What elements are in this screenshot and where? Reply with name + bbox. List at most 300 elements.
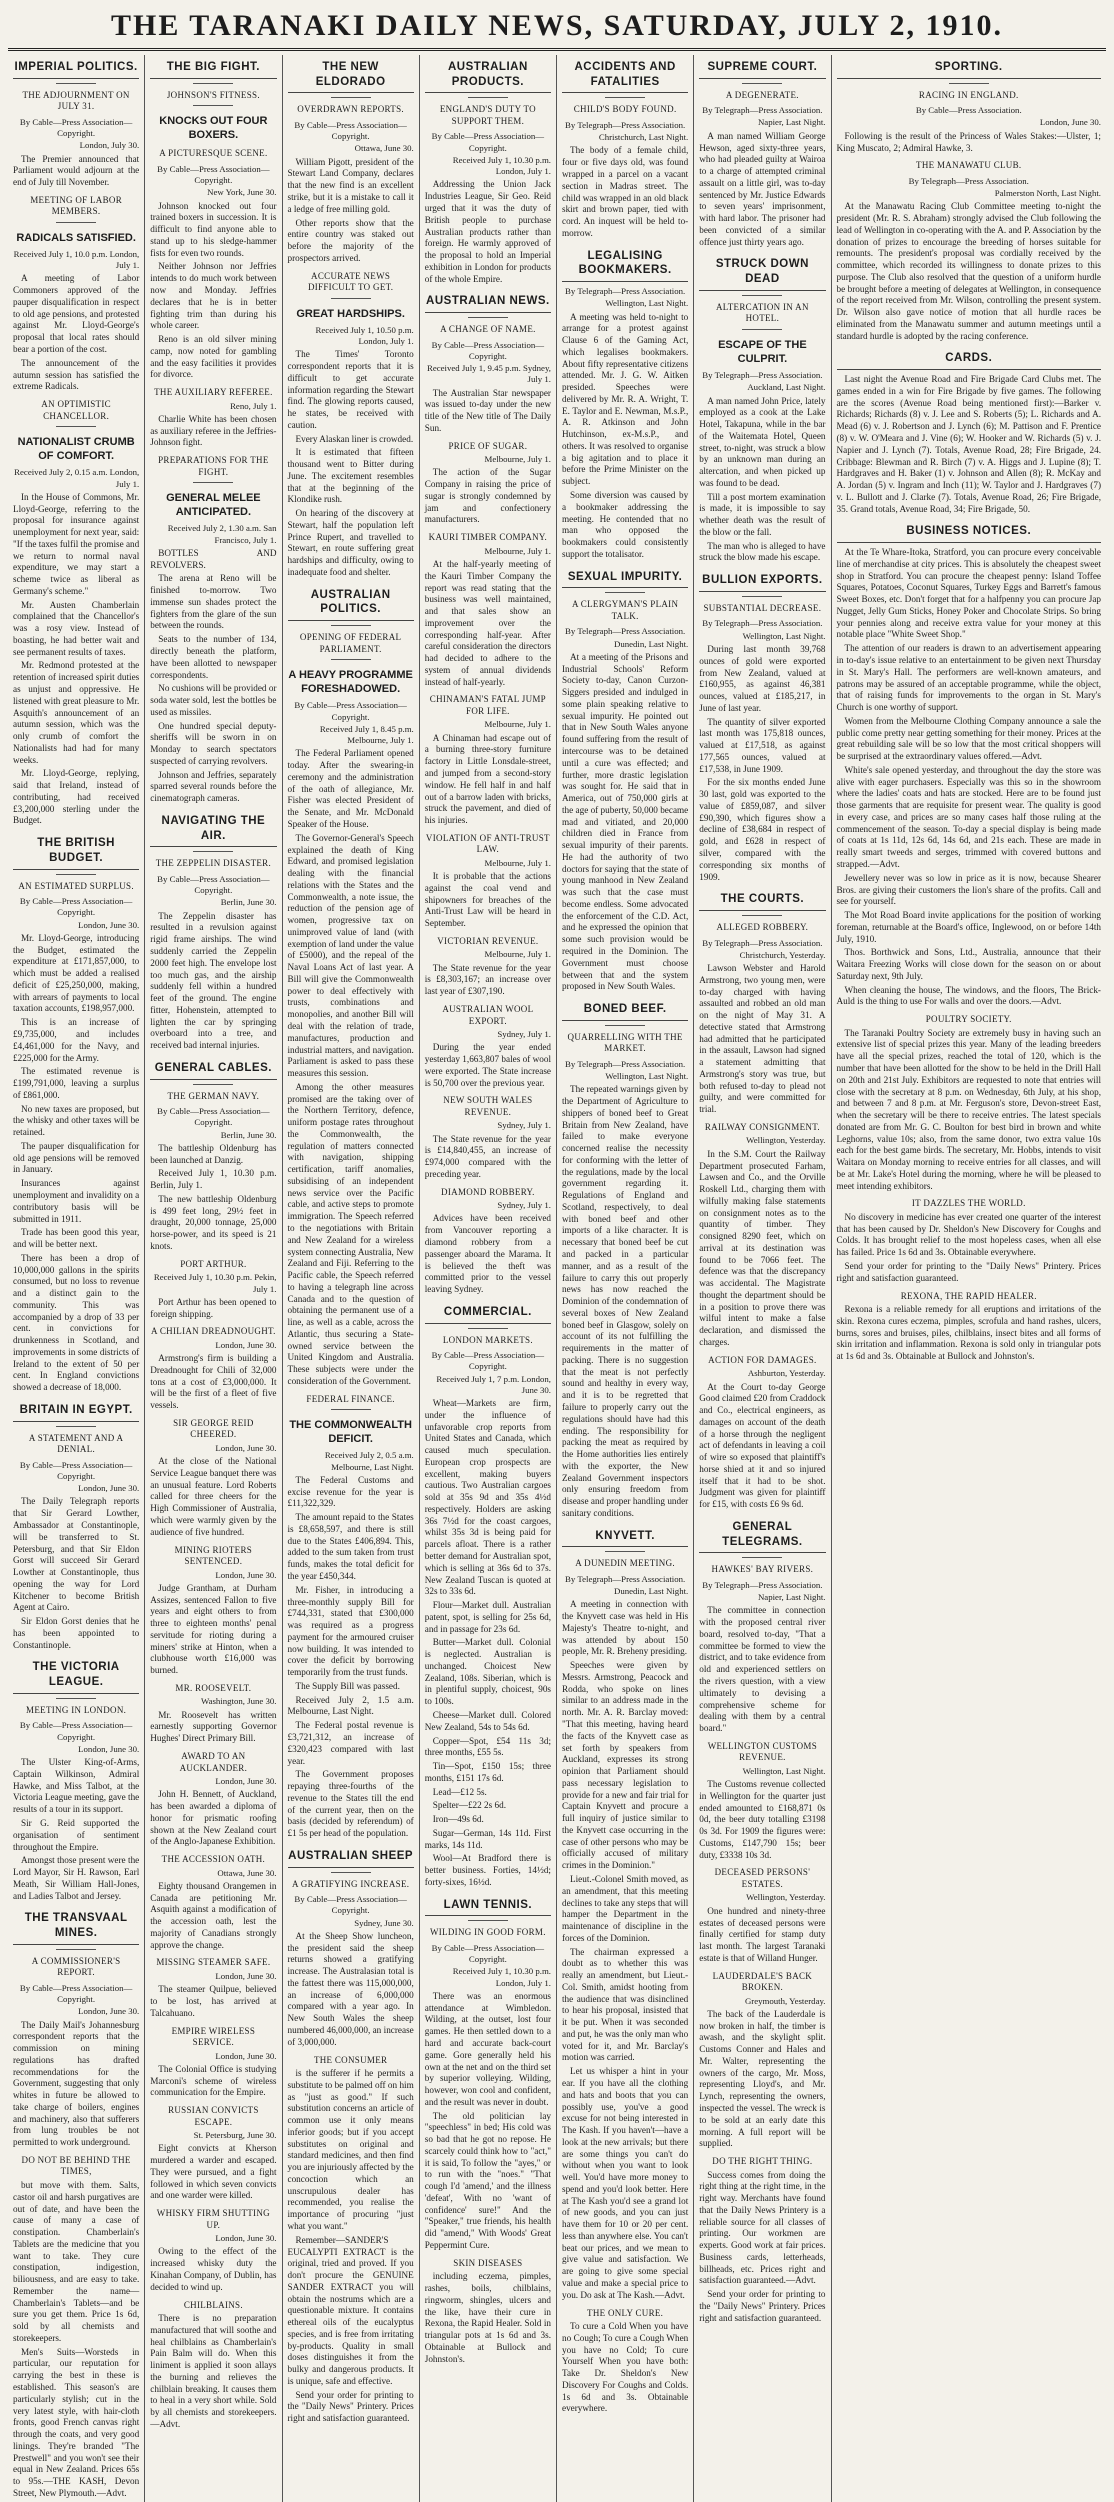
section-heading: BRITAIN IN EGYPT. — [13, 1400, 139, 1422]
divider — [331, 298, 371, 299]
dateline: London, June 30. — [215, 1970, 277, 1981]
column-6 — [694, 55, 831, 2502]
paragraph: The body of a female child, four or five days old, was found wrapped in a parcel on a vacant section in Madras street. The child was wrapped in an old black skirt and brown paper, tied with cord. An inquest will be held to-morrow. — [562, 145, 689, 238]
paragraph: During last month 39,768 ounces of gold were exported from New Zealand, valued at £160,955, as against 46,381 ounces, valued at £185,217, in June of last year. — [699, 643, 826, 713]
byline: By Cable—Press Association—Copyright. — [294, 119, 407, 142]
paragraph: Mr. Roosevelt has written earnestly supporting Governor Hughes' Direct Primary Bill. — [150, 1709, 277, 1744]
divider — [331, 97, 371, 98]
paragraph: Wool—At Bradford there is better business. Forties, 14½d; forty-sixes, 16½d. — [424, 1853, 551, 1887]
section-heading: ACCIDENTS AND FATALITIES — [562, 57, 688, 93]
article — [837, 57, 1102, 154]
dateline: Dunedin, Last Night. — [613, 638, 689, 649]
article-subhead: SIR GEORGE REID CHEERED. — [173, 1417, 254, 1440]
paragraph: The Federal Parliament opened today. After the swearing-in ceremony and the administration of the oath of allegiance, Mr. Fisher was elected President of the Senate, and Mr. McDonald Speaker of the House. — [287, 748, 414, 829]
divider — [56, 874, 96, 875]
article — [837, 160, 1102, 342]
paragraph: Among the other measures promised are the taking over of the Northern Territory, defence, uniform postage rates throughout the Commonwealth, the regulation of matters connected with navigation, shipping certification, tariff anomalies, subsidising of an independent news service over the Pacific cable, and active steps to promote immigration. The Speech referred to the negotiations with Britain and New Zealand for a wireless system connecting Australia, New Zealand and Fiji. Referring to the Pacific cable, the Speech referred to having a telegraph line across Canada and to the question of obtaining the permanent use of a line, as well as a cable, across the Atlantic, thus securing a State-owned service between the United Kingdom and Australia. These subjects were under the consideration of the Government. — [287, 1081, 414, 1386]
dateline: London, June 30. — [215, 1442, 277, 1453]
dateline: London, June 30. — [78, 1483, 140, 1494]
article-title: ESCAPE OF THE CULPRIT. — [718, 338, 807, 365]
paragraph: The announcement of the autumn session has satisfied the extreme Radicals. — [13, 357, 140, 392]
paragraph: There has been a drop of 10,000,000 gallons in the spirits consumed, but no loss to revenue and a distinct gain to the community. This was accompanied by a drop of 33 per cent. in convictions for drunkenness in Scotland, and improvements in some districts of Ireland to the extent of 50 per cent. In England convictions showed a decrease of 18,000. — [13, 1252, 140, 1393]
article — [150, 1854, 276, 1951]
dateline: Melbourne, July 1. — [484, 545, 551, 556]
paragraph: At the Te Whare-Itoka, Stratford, you can procure every conceivable line of merchandise at city prices. This is absolutely the cheapest sweet shop in Stratford. You can procure the cheapest penny: Island Toffee Squares, Potatoes, Coconut Squares, Turkey Eggs and Barrett's famous Sweet Boxes, etc. Don't forget that for a halfpenny you can procure Jap Nugget, Jelly Gum Sticks, Honey Poker and Chocolate Strips. So bring your pennies along and receive extra value for your money at this notable place "White Sweet Shop." — [836, 547, 1101, 640]
article-subhead: THE ZEPPELIN DISASTER. — [155, 858, 272, 869]
article-title: A HEAVY PROGRAMME FORESHADOWED. — [288, 669, 413, 696]
paragraph: Following is the result of the Princess of Wales Stakes:—Ulster, 1; King Muscato, 2; Admiral Hawke, 3. — [836, 130, 1101, 153]
paragraph: There is no preparation manufactured that will soothe and heal chilblains as Chamberlain's Pain Balm will do. When this liniment is applied it soon allays the burning and relieves the chilblain breaking. It causes them to heal in a very short while. Sold by all chemists and storekeepers.—Advt. — [150, 2313, 277, 2429]
article-subhead: FEDERAL FINANCE. — [306, 1393, 395, 1404]
paragraph: The pauper disqualification for old age pensions will be removed in January. — [13, 1140, 140, 1175]
article — [425, 2111, 551, 2252]
article-subhead: A PICTURESQUE SCENE. — [159, 148, 268, 159]
article-subhead: WHISKY FIRM SHUTTING UP. — [156, 2208, 270, 2230]
article — [288, 1846, 414, 2049]
article-subhead: AN ESTIMATED SURPLUS. — [18, 880, 134, 891]
divider — [56, 83, 96, 84]
article — [13, 1908, 139, 2149]
paragraph: Send your order for printing to the "Daily News" Printery. Prices right and satisfaction guaranteed. — [287, 2389, 414, 2424]
article — [13, 399, 139, 827]
dateline: Sydney, July 1. — [497, 1029, 551, 1040]
columns — [8, 55, 1106, 2498]
article-subhead: ACTION FOR DAMAGES. — [708, 1354, 817, 1365]
dateline: Wellington, Last Night. — [742, 630, 826, 641]
paragraph: At a meeting of the Prisons and Industrial Schools' Reform Society to-day, Canon Curzon-Siggers presided and indulged in some plain speaking relative to sexual impurity. He pointed out that in New South Wales anyone found suffering from the result of intercourse was to be detained until a cure was effected; and further, more drastic legislation was sought for. He said that in America, out of 750,000 girls at the age of puberty, 50,000 became mad and vitiated, and 20,000 children died in France from sexual impurity of their parents. He had the authority of two doctors for saying that the state of young manhood in New Zealand was such that the case must become endless. Some advocated the enforcement of the C.D. Act, and he expressed the opinion that some such provision would be required in the Dominion. The Government must choose between that and the system proposed in New South Wales. — [562, 651, 689, 992]
section-heading: BONED BEEF. — [562, 999, 688, 1021]
article — [837, 1014, 1102, 1192]
article — [699, 2156, 825, 2324]
paragraph: The battleship Oldenburg has been launched at Danzig. — [150, 1142, 277, 1165]
paragraph: Charlie White has been chosen as auxiliary referee in the Jeffries-Johnson fight. — [150, 413, 277, 448]
article-subhead: DECEASED PERSONS' ESTATES. — [714, 1867, 811, 1889]
article-subhead: OPENING OF FEDERAL PARLIAMENT. — [299, 632, 402, 654]
paragraph: The steamer Quilpue, believed to be lost, has arrived at Talcahuano. — [150, 1984, 277, 2018]
article — [150, 1957, 276, 2019]
dateline: Napier, Last Night. — [757, 117, 826, 128]
article-subhead: SUBSTANTIAL DECREASE. — [703, 602, 822, 613]
dateline: Received July 1, 9.45 p.m. Sydney, July 1. — [426, 363, 551, 385]
byline: By Cable—Press Association—Copyright. — [19, 1982, 133, 2005]
section-heading: AUSTRALIAN SHEEP — [288, 1846, 414, 1868]
article — [425, 1302, 551, 1889]
paragraph: Sugar—German, 14s 11d. First marks, 14s 11d. — [424, 1827, 551, 1850]
article — [13, 1400, 139, 1651]
article-subhead: RAILWAY CONSIGNMENT. — [704, 1121, 820, 1132]
byline: By Telegraph—Press Association. — [565, 626, 686, 637]
paragraph: William Pigott, president of the Stewart Land Company, declares that the new find is an excellent strike, but it is a mistake to call it a ledge of free milling gold. — [287, 156, 414, 214]
article — [150, 2208, 276, 2293]
dateline: Received July 1, 10.30 p.m. London, July 1. — [452, 154, 551, 177]
paragraph: Success comes from doing the right thing at the right time, in the right way. Merchants have found that the Daily News Printery is a reliable source for all classes of printing. Our workmen are experts. Good work at fair prices. Business cards, letterheads, billheads, etc. Prices right and satisfaction guaranteed.—Advt. — [699, 2169, 826, 2286]
article-subhead: MINING RIOTERS SENTENCED. — [174, 1544, 253, 1567]
paragraph: Other reports show that the entire country was staked out before the majority of the prospectors arrived. — [287, 217, 414, 263]
dateline: Wellington, Last Night. — [605, 298, 689, 309]
paragraph: The estimated revenue is £199,791,000, leaving a surplus of £861,000. — [13, 1066, 140, 1100]
article — [425, 1004, 551, 1089]
article — [562, 246, 688, 561]
article-title: NATIONALIST CRUMB OF COMFORT. — [17, 436, 135, 463]
paragraph: Lead—£12 5s. — [432, 1786, 487, 1797]
paragraph: Amongst those present were the Lord Mayor, Sir H. Rawson, Earl Meath, Sir William Hall-Jones, and Ladies Talbot and Jersey. — [13, 1855, 140, 1901]
paragraph: It is estimated that fifteen thousand went to Bitter during June. The excitement resembles that at the beginning of the Klondike rush. — [287, 447, 414, 505]
paragraph: Women from the Melbourne Clothing Company announce a sale the public come pretty near getting something for their money. Prices at the great rebuilding sale will be so low that the most critical shoppers will be surprised at the extraordinary values offered.—Advt. — [836, 715, 1101, 762]
byline: By Cable—Press Association—Copyright. — [19, 1720, 133, 1742]
section-heading: IMPERIAL POLITICS. — [13, 57, 139, 79]
article — [288, 271, 414, 579]
section-heading: SPORTING. — [837, 57, 1102, 79]
dateline: Received July 2, 1.30 a.m. San Francisco, July 1. — [167, 523, 277, 545]
section-heading: AUSTRALIAN NEWS. — [425, 291, 551, 313]
paragraph: The Mot Road Board invite applications for the position of working foreman, returnable at the Board's office, Inglewood, on or before 14th July, 1910. — [836, 910, 1101, 944]
byline: By Cable—Press Association—Copyright. — [431, 339, 545, 361]
dateline: Received July 1, 8.45 p.m. Melbourne, July 1. — [319, 723, 414, 746]
article — [699, 1867, 825, 1964]
paragraph: Advices have been received from Vancouver reporting a diamond robbery from a passenger aboard the Marama. It is believed the theft was committed prior to the vessel leaving Sydney. — [424, 1213, 551, 1295]
paragraph: Port Arthur has been opened to foreign shipping. — [150, 1296, 277, 1319]
section-heading: THE NEW ELDORADO — [288, 57, 414, 93]
article-title: GREAT HARDSHIPS. — [296, 307, 405, 320]
dateline: Dunedin, Last Night. — [613, 1586, 689, 1597]
article — [288, 1394, 414, 1840]
article — [150, 455, 276, 805]
paragraph: At the half-yearly meeting of the Kauri Timber Company the report was read stating that the business was well maintained, and that sales show an improvement over the corresponding half-year. After careful consideration the directors had decided to adhere to the system of annual dividends instead of half-yearly. — [424, 559, 551, 687]
paragraph: Let us whisper a hint in your ear. If you have all the clothing and hats and boots that you can possibly use, you've a good excuse for not being interested in The Kash. If you haven't—have a look at the new arrivals; but there are some things you can't do without when you want to look well. You'd have more money to spend and you'd look better. Here at The Kash you'd see a grand lot of new goods, and you can just have them for 10 or 20 per cent. less than anywhere else. You can't beat our prices, and we mean to give value and satisfaction. We are going to give some special value and make a special price to you. Do ask at The Kash.—Advt. — [562, 2066, 689, 2300]
paragraph: In the House of Commons, Mr. Lloyd-George, referring to the proposal for insurance against unemployment for next year, said: "If the taxes fulfil the promise and we return to normal naval expenditure, we may start a scheme twice as liberal as Germany's scheme." — [13, 491, 140, 596]
paragraph: This is an increase of £9,735,000, and includes £4,461,000 for the Navy, and £225,000 for the Army. — [13, 1017, 140, 1063]
article-title: GENERAL MELEE ANTICIPATED. — [166, 492, 261, 519]
paragraph: Men's Suits—Worsteds in particular, our reputation for carrying the best in these is established. This season's are particularly stylish; cut in the very latest style, with hair-cloth fronts, good French canvas right through the coats, and very good linings. They're branded "The Prestwell" and you won't see their equal in New Zealand. Prices 65s to 95s.—THE KASH, Devon Street, New Plymouth.—Advt. — [13, 2346, 140, 2498]
paragraph: The Colonial Office is studying Marconi's scheme of wireless communication for the Empire. — [150, 2063, 277, 2098]
section-heading: NAVIGATING THE AIR. — [150, 811, 276, 847]
dateline: Sydney, June 30. — [354, 1917, 414, 1928]
byline: By Telegraph—Press Association. — [565, 1573, 686, 1584]
article — [699, 1122, 825, 1349]
dateline: Reno, July 1. — [230, 400, 277, 411]
divider — [468, 317, 508, 318]
paragraph: The arena at Reno will be finished to-morrow. Two immense sun shades protect the fighters from the glare of the sun between the rounds. — [150, 573, 277, 631]
article-subhead: LAUDERDALE'S BACK BROKEN. — [712, 1970, 813, 1993]
divider — [331, 625, 371, 626]
dateline: Wellington, Last Night. — [605, 1071, 689, 1082]
dateline: Christchurch, Last Night. — [598, 132, 689, 143]
article — [425, 2258, 551, 2366]
article-subhead: LONDON MARKETS. — [442, 1334, 533, 1345]
paragraph: but move with them. Salts, castor oil and harsh purgatives are out of date, and have been the cause of many a case of constipation. Chamberlain's Tablets are the medicine that you want to take. They cure constipation, indigestion, biliousness, and are easy to take. Remember the name—Chamberlain's Tablets—and be sure you get them. Price 1s 6d, sold by all chemists and storekeepers. — [13, 2180, 140, 2343]
article — [288, 585, 414, 1388]
section-heading: GENERAL TELEGRAMS. — [699, 1517, 825, 1553]
article — [425, 57, 551, 285]
paragraph: At the Manawatu Racing Club Committee meeting to-night the president (Mr. R. S. Abraham) strongly advised the Club following the lead of Wellington in co-operating with the A. and P. Association by the donation of prizes to encourage the breeding of horses suitable for remounts. The president's proposal was cordially received by the committee, which recorded its willingness to donate prizes to this purpose. The Club also resolved that the question of a uniform hurdle be brought before a meeting of delegates at Wellington, in consequence of the report received from Mr. Wilson, controlling the present system. Dr. Wilson also gave notice of motion that all hurdle races be eliminated from the Manawatu summer and autumn meetings until a standard hurdle is adopted by the racing conference. — [836, 201, 1101, 341]
section-heading: AUSTRALIAN POLITICS. — [288, 585, 414, 621]
article — [699, 1517, 825, 1735]
paragraph: The State revenue for the year is £14,840,455, an increase of £974,000 compared with the preceding year. — [424, 1133, 551, 1179]
article — [150, 57, 276, 142]
article-subhead: DO THE RIGHT THING. — [712, 2156, 813, 2167]
divider — [742, 915, 782, 916]
dateline: Christchurch, Yesterday. — [739, 949, 826, 960]
paragraph: Jewellery never was so low in price as it is now, because Shearer Bros. are giving their customers the lion's share of the profits. Call and see for yourself. — [836, 872, 1101, 907]
dateline: Ottawa, June 30. — [217, 1867, 277, 1878]
paragraph: Tin—Spot, £150 15s; three months, £151 17s 6d. — [424, 1761, 551, 1783]
dateline: London, June 30. — [1039, 117, 1101, 128]
paragraph: The Daily Mail's Johannesburg correspondent reports that the commission on mining regulations has drafted recommendations for the Government, suggesting that only whites in future be allowed to take charge of boilers, engines and machinery, also that sufferers from lung troubles be not permitted to work underground. — [13, 2019, 140, 2148]
divider — [605, 592, 645, 593]
paragraph: Thos. Borthwick and Sons, Ltd., Australia, announce that their Waitara Freezing Works will close down for the season on or about Saturday next, 9th July. — [836, 947, 1101, 981]
article-subhead: THE ADJOURNMENT ON JULY 31. — [22, 89, 130, 112]
paragraph: There was an enormous attendance at Wimbledon. Wilding, at the outset, lost four games. He then settled down to a hard and accurate back-court game. Gore generally held his own at the net and on the third set by superior volleying. Wilding, however, won cool and confident, and the result was never in doubt. — [424, 1990, 551, 2107]
paragraph: is the sufferer if he permits a substitute to be palmed off on him as "just as good." If such substitution concerns an article of common use it only means inferior goods; but if you accept substitutes on original and standard medicines, and then find you are injuriously affected by the concoction which an unscrupulous dealer has recommended, you realise the importance of procuring "just what you want." — [287, 2068, 414, 2231]
byline: By Telegraph—Press Association. — [908, 175, 1029, 186]
divider — [468, 1920, 508, 1921]
article-subhead: MEETING OF LABOR MEMBERS. — [30, 194, 123, 217]
byline: By Cable—Press Association—Copyright. — [294, 1894, 407, 1916]
divider — [56, 222, 96, 223]
divider — [468, 97, 508, 98]
dateline: Received July 2, 0.15 a.m. London, July 1. — [14, 467, 140, 489]
paragraph: Spelter—£22 2s 6d. — [432, 1800, 506, 1811]
dateline: Melbourne, July 1. — [484, 719, 551, 730]
article-title: KNOCKS OUT FOUR BOXERS. — [159, 115, 268, 142]
article-subhead: PRICE OF SUGAR. — [448, 440, 528, 451]
paragraph: A Chinaman had escape out of a burning three-story furniture factory in Little Lonsdale-street, and jumped from a second-story window. He fell half in and half out of a barrow laden with bricks, struck the pavement, and died of his injuries. — [424, 732, 551, 826]
article-subhead: THE MANAWATU CLUB. — [916, 160, 1022, 171]
masthead-title: THE TARANAKI DAILY NEWS, SATURDAY, JULY 2, 1910. — [110, 9, 1004, 42]
article-subhead: PREPARATIONS FOR THE FIGHT. — [158, 455, 269, 477]
paragraph: The man who is alleged to have struck the blow made his escape. — [699, 540, 826, 563]
article — [837, 1198, 1102, 1284]
article — [150, 2026, 276, 2100]
paragraph: Johnson knocked out four trained boxers in succession. It is difficult to find anyone able to stand up to his sledge-hammer fists for even two rounds. — [150, 200, 277, 258]
paragraph: Speeches were given by Messrs. Armstrong, Peacock and Rodda, who spoke on lines similar to an address made in the north. Mr. A. R. Barclay moved: "That this meeting, having heard the facts of the Knyvett case as set forth by speakers from Auckland, expresses its strong opinion that Parliament should pass necessary legislation to provide for a new and fair trial for Captain Knyvett and procure a full inquiry of justice similar to the Knyvett case occurring in the case of other persons who may be officially accused of military crimes in the Dominion." — [562, 1660, 689, 1871]
dateline: Wellington, Last Night. — [742, 1765, 826, 1776]
paragraph: The action of the Sugar Company in raising the price of sugar is strongly condemned by jam and confectionery manufacturers. — [424, 467, 551, 525]
article — [837, 348, 1102, 515]
paragraph: The committee in connection with the proposed central river board, resolved to-day, "That a committee be formed to view the district, and to take evidence from old and experienced settlers on the rivers question, with a view ultimately to devising a comprehensive scheme for dealing with them by a central board." — [699, 1605, 826, 1734]
article-subhead: THE GERMAN NAVY. — [167, 1090, 260, 1101]
article — [288, 57, 414, 265]
dateline: Received July 1, 10.50 p.m. London, July 1. — [315, 324, 414, 346]
article-subhead: RUSSIAN CONVICTS ESCAPE. — [168, 2105, 259, 2127]
divider — [742, 83, 782, 84]
article-subhead: ENGLAND'S DUTY TO SUPPORT THEM. — [439, 104, 536, 126]
divider — [742, 295, 782, 296]
article — [837, 1291, 1102, 1363]
article — [699, 1971, 825, 2150]
section-heading: CARDS. — [837, 348, 1102, 370]
dateline: Ottawa, June 30. — [354, 143, 414, 154]
paragraph: The Times' Toronto correspondent reports that it is difficult to get accurate information regarding the Stewart find. The glowing reports caused, he states, be received with caution. — [287, 349, 414, 430]
byline: By Cable—Press Association—Copyright. — [19, 1459, 133, 1481]
article-subhead: OVERDRAWN REPORTS. — [297, 104, 404, 115]
paragraph: Sir Eldon Gorst denies that he has been appointed to Constantinople. — [13, 1616, 140, 1650]
article — [562, 2066, 688, 2301]
article-subhead: PORT ARTHUR. — [180, 1258, 247, 1269]
paragraph: No cushions will be provided or soda water sold, lest the bottles be used as missiles. — [150, 683, 277, 717]
dateline: Ashburton, Yesterday. — [747, 1368, 826, 1379]
divider — [605, 1025, 645, 1026]
paragraph: A man named William George Hewson, aged sixty-three years, who had pleaded guilty at Wairoa to a charge of attempted criminal assault on a little girl, was to-day sentenced by Mr. Justice Edwards to seven years' imprisonment, with hard labor. The prisoner had been convicted of a similar offence just thirty years ago. — [699, 130, 826, 247]
article-subhead: IT DAZZLES THE WORLD. — [911, 1198, 1026, 1209]
paragraph: Every Alaskan liner is crowded. — [295, 433, 414, 444]
paragraph: On hearing of the discovery at Stewart, half the population left Prince Rupert, and travelled to Stewart, en route suffering great hardships and difficulty, owing to inadequate food and shelter. — [287, 508, 414, 577]
section-heading: BUSINESS NOTICES. — [837, 521, 1102, 543]
article — [150, 387, 276, 449]
article — [837, 521, 1102, 1008]
article-subhead: AUSTRALIAN WOOL EXPORT. — [442, 1004, 534, 1026]
paragraph: Cheese—Market dull. Colored New Zealand, 54s to 54s 6d. — [424, 1709, 551, 1732]
paragraph: No discovery in medicine has ever created one quarter of the interest that has been caused by Dr. Sheldon's New Discovery for Coughs and Colds. It has brought relief to the most hopeless cases, when all else has failed. Price 1s 6d and 3s. Obtainable everywhere. — [836, 1211, 1101, 1258]
paragraph: Some diversion was caused by a bookmaker addressing the meeting. He contended that no man who opposed the bookmakers could consistently support the totalisator. — [562, 490, 689, 559]
article — [150, 148, 276, 381]
paragraph: The new battleship Oldenburg is 499 feet long, 29½ feet in draught, 20,000 tonnage, 25,000 horse-power, and its speed is 21 knots. — [150, 1193, 277, 1251]
paragraph: Insurances against unemployment and invalidity on a contributory basis will be submitted in 1911. — [13, 1178, 140, 1224]
article — [150, 1326, 276, 1412]
byline: By Telegraph—Press Association. — [565, 286, 686, 297]
article — [150, 1545, 276, 1677]
byline: By Cable—Press Association—Copyright. — [431, 1942, 545, 1965]
paragraph: The attention of our readers is drawn to an advertisement appearing in to-day's issue relative to an entertainment to be given next Thursday in St. Mary's Hall. The performers are well-known amateurs, and patrons may be assured of an acceptable programme, while the object, that of raising funds for improvements to the organ in St. Mary's Church is one worthy of support. — [836, 643, 1101, 713]
article-subhead: AN OPTIMISTIC CHANCELLOR. — [41, 399, 111, 421]
section-heading: LAWN TENNIS. — [425, 1895, 551, 1917]
divider — [56, 1949, 96, 1950]
article-subhead: VIOLATION OF ANTI-TRUST LAW. — [425, 832, 550, 855]
article-subhead: WILDING IN GOOD FORM. — [429, 1927, 546, 1938]
paragraph: Armstrong's firm is building a Dreadnought for Chili of 32,000 tons at a cost of £3,000,000. It will be the first of a fleet of five vessels. — [150, 1353, 277, 1411]
article — [562, 2308, 688, 2416]
paragraph: The Daily Telegraph reports that Sir Gerard Lowther, Ambassador at Constantinople, will be transferred to St. Petersburg, and that Sir Eldon Gorst will succeed Sir Gerard Lowther at Constantinople, thus opening the way for Lord Kitchener to become British Agent at Cairo. — [13, 1496, 140, 1613]
paragraph: Johnson and Jeffries, separately sparred several rounds before the cinematograph cameras. — [150, 769, 277, 804]
article-subhead: HAWKES' BAY RIVERS. — [711, 1564, 814, 1575]
article — [425, 694, 551, 826]
paragraph: Neither Johnson nor Jeffries intends to do much work between now and Monday. Jeffries declares that he is in better fighting trim than during his whole career. — [150, 261, 277, 331]
column-7 — [832, 55, 1107, 2502]
paragraph: Lawson Webster and Harold Armstrong, two young men, were to-day charged with having assaulted and robbed an old man on the night of May 31. A detective stated that Armstrong had admitted that he participated in the assault, Lawson had signed a statement admitting that Armstrong's story was true, but both refused to-day to plead not guilty, and were committed for trial. — [699, 963, 826, 1115]
byline: By Cable—Press Association. — [915, 105, 1022, 116]
article — [425, 1095, 551, 1180]
article — [288, 2055, 414, 2425]
article-subhead: REXONA, THE RAPID HEALER. — [900, 1290, 1037, 1301]
divider — [56, 1698, 96, 1699]
divider — [742, 596, 782, 597]
article-title: THE COMMONWEALTH DEFICIT. — [289, 1419, 412, 1446]
dateline: Washington, June 30. — [200, 1696, 277, 1707]
article — [150, 1058, 276, 1253]
divider — [193, 851, 233, 852]
byline: By Telegraph—Press Association. — [702, 1579, 823, 1590]
paragraph: Owing to the effect of the increased whisky duty the Kinahan Company, of Dublin, has decided to wind up. — [150, 2246, 277, 2292]
article-subhead: QUARRELLING WITH THE MARKET. — [567, 1031, 683, 1054]
article — [150, 2105, 276, 2202]
article — [13, 1657, 139, 1902]
article-subhead: MR. ROOSEVELT. — [175, 1682, 252, 1693]
article-subhead: A GRATIFYING INCREASE. — [291, 1878, 410, 1889]
article — [13, 195, 139, 393]
paragraph: The old politician lay "speechless" in bed; His cold was so bad that he got no repose. He scarcely could think how to "act," it is said, To follow the "ayes," or to run with the "noes." "That cough I'd 'amend,' and the illness 'defeat', With no 'want of confidence' sure!" And the "Speaker," true friends, his health did "amend," With Woods' Great Peppermint Cure. — [424, 2110, 551, 2250]
article — [699, 1741, 825, 1862]
article — [562, 567, 688, 993]
section-heading: THE TRANSVAAL MINES. — [13, 1908, 139, 1944]
article-subhead: A CHILIAN DREADNOUGHT. — [151, 1326, 276, 1337]
article — [13, 833, 139, 1394]
article — [425, 532, 551, 688]
paragraph: The Federal Customs and excise revenue for the year is £11,322,329. — [287, 1474, 414, 1509]
dateline: London, June 30. — [215, 1339, 277, 1350]
paragraph: One hundred and ninety-three estates of deceased persons were finally certified for stamp duty last month. The largest Taranaki estate is that of Willand Hunger. — [699, 1905, 826, 1963]
dateline: Auckland, Last Night. — [747, 382, 826, 393]
paragraph: For the six months ended June 30 last, gold was exported to the value of £859,087, and silver £90,390, which figures show a decline of £38,684 in respect of gold, and £628 in respect of silver, compared with the corresponding six months of 1909. — [699, 777, 826, 882]
article — [562, 999, 688, 1520]
dateline: Napier, Last Night. — [757, 1592, 826, 1603]
paragraph: Mr. Lloyd-George, introducing the Budget, estimated the expenditure at £171,857,000, to which must be added a realised deficit of £25,250,000, making, with arrears of payments to local taxation accounts, £198,957,000. — [13, 932, 140, 1014]
section-heading: STRUCK DOWN DEAD — [699, 254, 825, 290]
paragraph: Addressing the Union Jack Industries League, Sir Geo. Reid urged that it was the duty of British people to purchase Australian products rather than foreign. He warmly approved of the proposal to hold an Imperial exhibition in London for products of the whole Empire. — [424, 179, 551, 284]
article-subhead: SKIN DISEASES — [453, 2257, 523, 2268]
paragraph: Lieut.-Colonel Smith moved, as an amendment, that this meeting declines to take any steps that will hamper the Department in the maintenance of discipline in the forces of the Dominion. — [562, 1873, 689, 1943]
article — [425, 291, 551, 434]
byline: By Cable—Press Association—Copyright. — [19, 896, 133, 918]
byline: By Telegraph—Press Association. — [702, 618, 823, 629]
dateline: Melbourne, July 1. — [484, 949, 551, 960]
paragraph: Remember—SANDER'S EUCALYPTI EXTRACT is the original, tried and proved. If you don't procure the GENUINE SANDER EXTRACT you will obtain the nostrums which are a questionable mixture. It contains ethereal oils of the eucalyptus species, and is free from irritating by-products. Quality in small doses distinguishes it from the bulky and dangerous products. It is unique, safe and effective. — [287, 2234, 414, 2386]
paragraph: BOTTLES AND REVOLVERS. — [150, 547, 277, 570]
byline: By Telegraph—Press Association. — [702, 370, 823, 381]
dateline: Berlin, June 30. — [220, 1129, 277, 1140]
paragraph: John H. Bennett, of Auckland, has been awarded a diploma of honor for prismatic roofing shown at the New Zealand court of the Anglo-Japanese Exhibition. — [150, 1789, 277, 1847]
paragraph: The amount repaid to the States is £8,658,597, and there is still due to the States £406,894. This, added to the sum taken from trust funds, makes the total deficit for the year £450,344. — [287, 1512, 414, 1582]
column-1 — [8, 55, 145, 2502]
article — [150, 2300, 276, 2431]
paragraph: Iron—49s 6d. — [432, 1814, 484, 1825]
article — [425, 441, 551, 527]
dateline: London, June 30. — [78, 1743, 140, 1754]
column-5 — [557, 55, 694, 2502]
article — [13, 57, 139, 189]
dateline: Greymouth, Yesterday. — [744, 1995, 826, 2006]
paragraph: Copper—Spot, £54 11s 3d; three months, £55 5s. — [424, 1735, 551, 1758]
article-subhead: A COMMISSIONER'S REPORT. — [31, 1955, 121, 1978]
byline: By Telegraph—Press Association. — [702, 105, 823, 116]
paragraph: During the year ended yesterday 1,663,807 bales of wool were exported. The State increase is 50,700 over the previous year. — [424, 1042, 551, 1088]
section-heading: THE VICTORIA LEAGUE. — [13, 1657, 139, 1693]
article-subhead: MISSING STEAMER SAFE. — [156, 1957, 271, 1968]
divider — [193, 482, 233, 483]
paragraph: Rexona is a reliable remedy for all eruptions and irritations of the skin. Rexona cures eczema, pimples, scrofula and hand rashes, ulcers, burns, sores and bruises, piles, chilblains, insect bites and all forms of skin irritation and inflammation. Rexona is sold only in triangular pots at 1s 6d and 3s. Obtainable at Bullock and Johnston's. — [836, 1304, 1101, 1362]
article — [425, 1895, 551, 2109]
section-heading: SEXUAL IMPURITY. — [562, 567, 688, 589]
paragraph: No new taxes are proposed, but the whisky and other taxes will be retained. — [13, 1103, 140, 1138]
byline: By Cable—Press Association—Copyright. — [431, 131, 545, 153]
paragraph: Send your order for printing to the "Daily News" Printery. Prices right and satisfaction guaranteed. — [699, 2289, 826, 2323]
divider — [742, 1557, 782, 1558]
divider — [605, 1551, 645, 1552]
paragraph: The Australian Star newspaper was issued to-day under the new title of the New title of The Daily Sun. — [424, 387, 551, 433]
dateline: Sydney, July 1. — [497, 1200, 551, 1211]
article — [425, 1187, 551, 1296]
column-4 — [420, 55, 557, 2502]
paragraph: White's sale opened yesterday, and throughout the day the store was alive with eager purchasers. Especially was this so in the showroom where the ladies' coats and hats are stocked. Here are to be found just those garments that are requisite for present wear. The quality is good in every case, and prices are so many cases half those ruling at the commencement of the season. To-day a special display is being made of coats at 1s 11d, 12s 6d, 14s 6d, and 21s each. These are made in really smart tweeds and serges, trimmed with covered buttons and strapped.—Advt. — [836, 764, 1101, 869]
article-subhead: JOHNSON'S FITNESS. — [166, 89, 260, 100]
paragraph: The Supply Bill was passed. — [295, 1680, 400, 1691]
section-heading: COMMERCIAL. — [425, 1302, 551, 1324]
section-heading: GENERAL CABLES. — [150, 1058, 276, 1080]
article — [699, 254, 825, 564]
paragraph: A meeting was held to-night to arrange for a protest against Clause 6 of the Gaming Act, which legalises bookmakers. About fifty representative citizens attended. Mr. J. G. W. Aitken presided. Speeches were delivered by Mr. R. A. Wright, T. E. Taylor and E. Newman, M.s.P., A. R. Atkinson and John Hutchinson, ex-M.s.P., and others. It was resolved to organise a big agitation and to place it before the Prime Minister on the subject. — [562, 311, 689, 487]
article-subhead: VICTORIAN REVENUE. — [437, 935, 539, 946]
article — [699, 570, 825, 883]
article — [425, 833, 551, 930]
